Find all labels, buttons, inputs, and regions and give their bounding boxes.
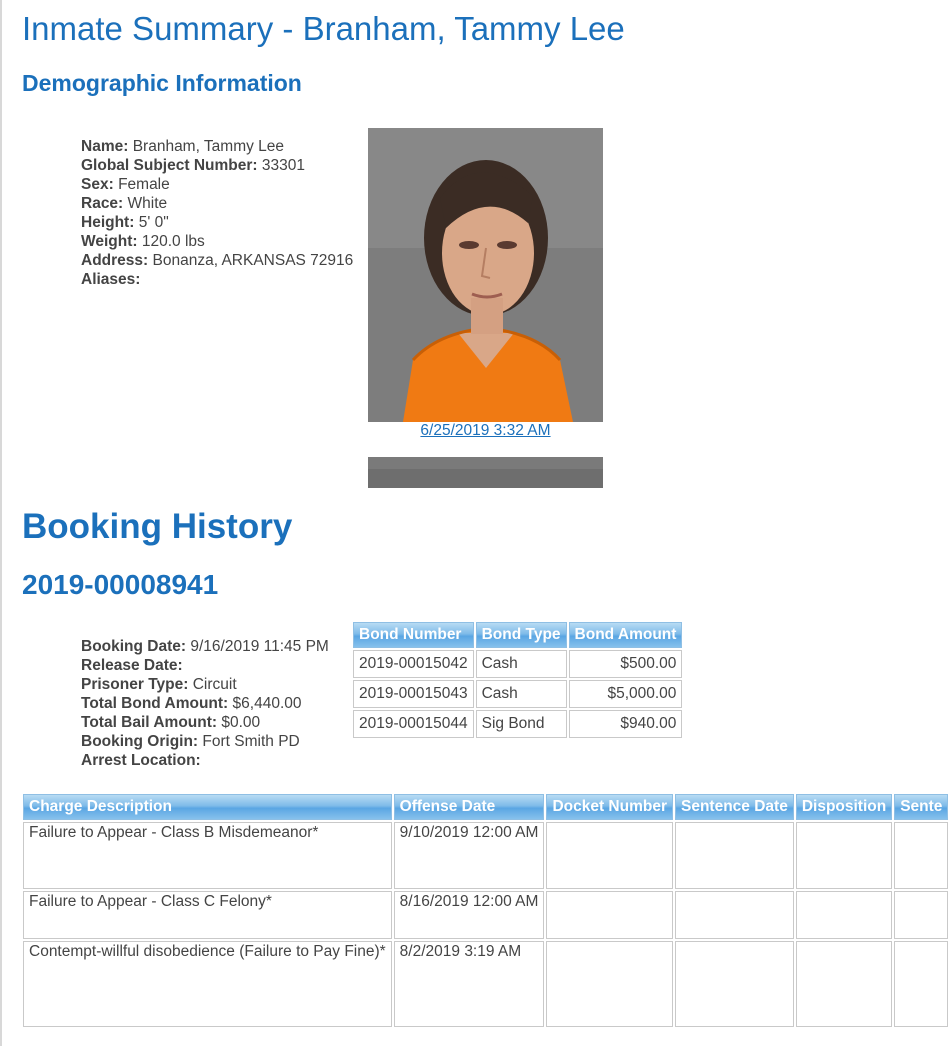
field-total-bail-amount bbox=[81, 713, 329, 732]
offense-date-header[interactable]: Offense Date bbox=[394, 794, 545, 820]
bond-amount-cell: $500.00 bbox=[569, 650, 683, 678]
table-row bbox=[23, 941, 948, 1027]
bond-number-cell: 2019-00015044 bbox=[353, 710, 474, 738]
sentence-header[interactable]: Sente bbox=[894, 794, 948, 820]
field-label: Weight: bbox=[81, 233, 138, 250]
booking-history-heading: Booking History bbox=[22, 507, 293, 546]
charge-table bbox=[21, 792, 950, 1029]
table-row bbox=[23, 891, 948, 939]
field-race bbox=[81, 194, 353, 213]
field-booking-origin bbox=[81, 732, 329, 751]
field-name bbox=[81, 137, 353, 156]
docket-number-header[interactable]: Docket Number bbox=[546, 794, 673, 820]
offense-date-cell: 8/2/2019 3:19 AM bbox=[394, 941, 545, 1027]
field-label: Race: bbox=[81, 195, 124, 212]
field-label: Total Bail Amount: bbox=[81, 714, 218, 731]
mugshot-photo[interactable] bbox=[368, 128, 603, 422]
booking-info bbox=[81, 637, 329, 770]
field-value: Circuit bbox=[192, 676, 237, 693]
sentence-cell bbox=[894, 822, 948, 889]
field-value: Branham, Tammy Lee bbox=[132, 138, 285, 155]
field-label: Booking Date: bbox=[81, 638, 187, 655]
table-row bbox=[23, 822, 948, 889]
demographic-info bbox=[81, 137, 353, 289]
sentence-cell bbox=[894, 891, 948, 939]
field-value: 9/16/2019 11:45 PM bbox=[190, 638, 329, 655]
docket-number-cell bbox=[546, 891, 673, 939]
field-aliases bbox=[81, 270, 353, 289]
charge-table-header-row bbox=[23, 794, 948, 820]
field-sex bbox=[81, 175, 353, 194]
field-arrest-location bbox=[81, 751, 329, 770]
secondary-photo-icon bbox=[368, 457, 603, 488]
charge-description-header[interactable]: Charge Description bbox=[23, 794, 392, 820]
field-global-subject-number bbox=[81, 156, 353, 175]
field-value: Female bbox=[118, 176, 170, 193]
field-label: Global Subject Number: bbox=[81, 157, 258, 174]
field-total-bond-amount bbox=[81, 694, 329, 713]
bond-number-cell: 2019-00015042 bbox=[353, 650, 474, 678]
disposition-header[interactable]: Disposition bbox=[796, 794, 892, 820]
field-value: Fort Smith PD bbox=[202, 733, 300, 750]
field-value: 33301 bbox=[261, 157, 305, 174]
bond-type-cell: Cash bbox=[476, 680, 567, 708]
field-weight bbox=[81, 232, 353, 251]
bond-type-cell: Sig Bond bbox=[476, 710, 567, 738]
bond-table bbox=[351, 620, 684, 740]
demographic-heading: Demographic Information bbox=[22, 70, 302, 96]
field-value: 5' 0" bbox=[138, 214, 169, 231]
bond-type-header[interactable]: Bond Type bbox=[476, 622, 567, 648]
field-value: 120.0 lbs bbox=[141, 233, 205, 250]
field-booking-date bbox=[81, 637, 329, 656]
table-row bbox=[353, 650, 682, 678]
charge-description-cell: Failure to Appear - Class C Felony* bbox=[23, 891, 392, 939]
offense-date-cell: 8/16/2019 12:00 AM bbox=[394, 891, 545, 939]
table-row bbox=[353, 680, 682, 708]
page-title: Inmate Summary - Branham, Tammy Lee bbox=[22, 10, 625, 47]
field-label: Address: bbox=[81, 252, 149, 269]
field-height bbox=[81, 213, 353, 232]
offense-date-cell: 9/10/2019 12:00 AM bbox=[394, 822, 545, 889]
field-label: Total Bond Amount: bbox=[81, 695, 229, 712]
docket-number-cell bbox=[546, 822, 673, 889]
booking-number: 2019-00008941 bbox=[22, 569, 219, 600]
disposition-cell bbox=[796, 941, 892, 1027]
table-row bbox=[353, 710, 682, 738]
field-label: Booking Origin: bbox=[81, 733, 199, 750]
field-label: Aliases: bbox=[81, 271, 141, 288]
field-value: $6,440.00 bbox=[232, 695, 302, 712]
bond-table-header-row bbox=[353, 622, 682, 648]
sentence-date-cell bbox=[675, 941, 794, 1027]
disposition-cell bbox=[796, 891, 892, 939]
bond-type-cell: Cash bbox=[476, 650, 567, 678]
docket-number-cell bbox=[546, 941, 673, 1027]
disposition-cell bbox=[796, 822, 892, 889]
field-label: Prisoner Type: bbox=[81, 676, 189, 693]
bond-amount-header[interactable]: Bond Amount bbox=[569, 622, 683, 648]
field-label: Height: bbox=[81, 214, 135, 231]
field-prisoner-type bbox=[81, 675, 329, 694]
field-label: Name: bbox=[81, 138, 129, 155]
bond-number-header[interactable]: Bond Number bbox=[353, 622, 474, 648]
field-label: Release Date: bbox=[81, 657, 183, 674]
secondary-photo[interactable] bbox=[368, 457, 603, 488]
page-left-border bbox=[0, 0, 2, 1046]
charge-description-cell: Contempt-willful disobedience (Failure to Pay Fine)* bbox=[23, 941, 392, 1027]
sentence-date-cell bbox=[675, 822, 794, 889]
bond-amount-cell: $5,000.00 bbox=[569, 680, 683, 708]
mugshot-photo-icon bbox=[368, 128, 603, 422]
field-value: Bonanza, ARKANSAS 72916 bbox=[152, 252, 354, 269]
field-label: Arrest Location: bbox=[81, 752, 201, 769]
charge-description-cell: Failure to Appear - Class B Misdemeanor* bbox=[23, 822, 392, 889]
field-release-date bbox=[81, 656, 329, 675]
photo-date-link[interactable]: 6/25/2019 3:32 AM bbox=[420, 422, 551, 439]
sentence-date-cell bbox=[675, 891, 794, 939]
sentence-date-header[interactable]: Sentence Date bbox=[675, 794, 794, 820]
field-label: Sex: bbox=[81, 176, 114, 193]
bond-number-cell: 2019-00015043 bbox=[353, 680, 474, 708]
field-value: $0.00 bbox=[221, 714, 261, 731]
field-value: White bbox=[127, 195, 168, 212]
sentence-cell bbox=[894, 941, 948, 1027]
field-address bbox=[81, 251, 353, 270]
bond-amount-cell: $940.00 bbox=[569, 710, 683, 738]
